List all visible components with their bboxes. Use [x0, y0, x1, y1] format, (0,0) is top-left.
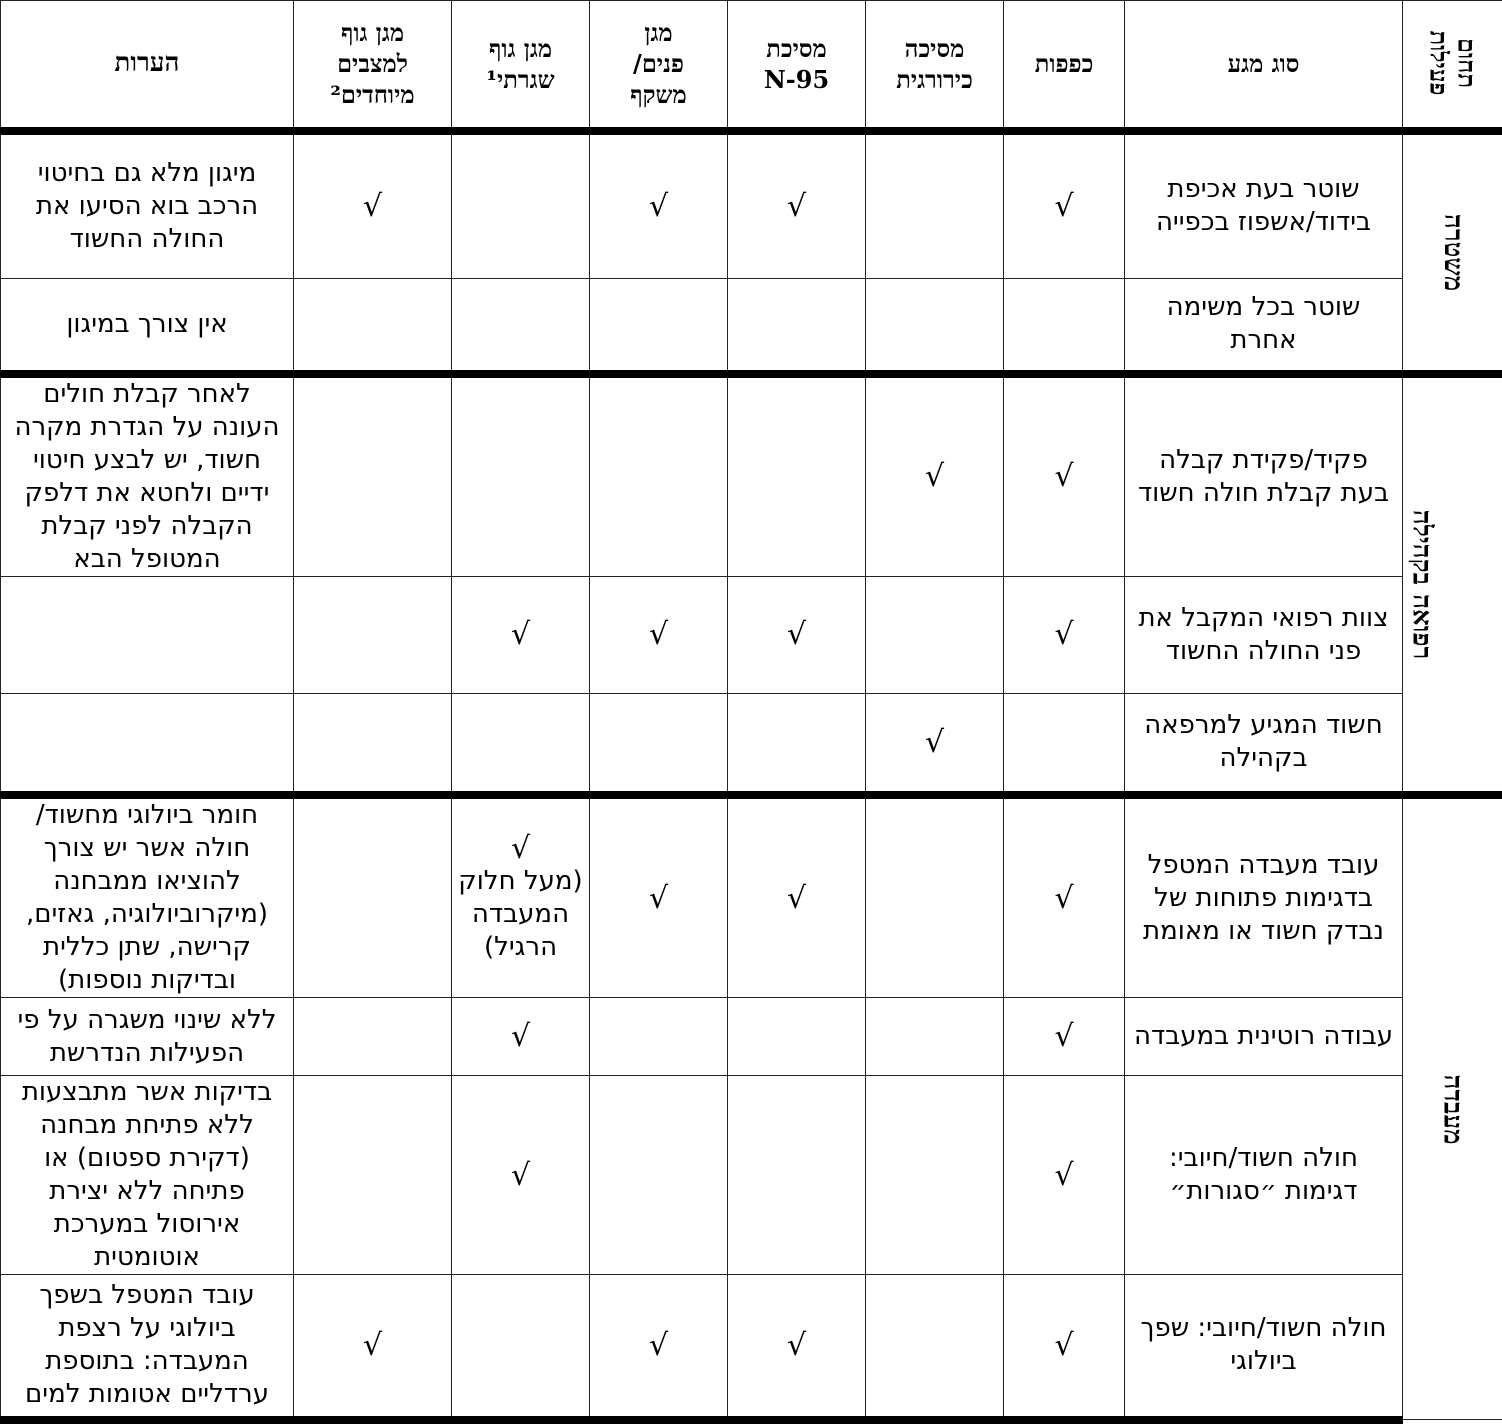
table-row: [1, 1076, 1502, 1275]
header-type: סוג מגע: [1125, 1, 1403, 131]
header-area: תחום פעילות: [1403, 1, 1502, 131]
regular-gown-cell: [452, 795, 590, 998]
special-gown-cell: √: [294, 131, 452, 279]
header-gloves: כפפות: [1004, 1, 1125, 131]
table-row: [1, 576, 1502, 693]
face-shield-cell: [590, 279, 728, 374]
face-shield-cell: [590, 374, 728, 577]
regular-gown-cell: [452, 131, 590, 279]
regular-gown-cell: [452, 279, 590, 374]
table-row: [1, 131, 1502, 279]
header-special-gown: מגן גוף למצבים מיוחדים²: [294, 1, 452, 131]
notes-cell: בדיקות אשר מתבצעות ללא פתיחת מבחנה (דקירת ספטום) או פתיחה ללא יצירת אירוסול במערכת אוטומטית: [1, 1076, 294, 1275]
regular-gown-cell: √: [452, 998, 590, 1076]
header-face-shield: מגן פנים/ משקף: [590, 1, 728, 131]
gloves-cell: [1004, 693, 1125, 795]
section-area-cell: [1403, 374, 1502, 796]
section-area-cell: [1403, 795, 1502, 1420]
gloves-cell: √: [1004, 998, 1125, 1076]
regular-gown-cell: [452, 374, 590, 577]
surgical-mask-cell: √: [866, 693, 1004, 795]
contact-type-cell: צוות רפואי המקבל את פני החולה החשוד: [1125, 576, 1403, 693]
face-shield-cell: √: [590, 795, 728, 998]
special-gown-cell: [294, 576, 452, 693]
contact-type-cell: עבודה רוטינית במעבדה: [1125, 998, 1403, 1076]
n95-mask-cell: [728, 998, 866, 1076]
header-notes: הערות: [1, 1, 294, 131]
contact-type-cell: שוטר בכל משימה אחרת: [1125, 279, 1403, 374]
surgical-mask-cell: √: [866, 374, 1004, 577]
regular-gown-cell: √: [452, 1076, 590, 1275]
face-shield-cell: [590, 1076, 728, 1275]
special-gown-cell: [294, 1076, 452, 1275]
regular-gown-cell: [452, 693, 590, 795]
n95-mask-cell: [728, 374, 866, 577]
gloves-cell: √: [1004, 576, 1125, 693]
surgical-mask-cell: [866, 1076, 1004, 1275]
check-with-note: [458, 832, 583, 964]
surgical-mask-cell: [866, 576, 1004, 693]
gloves-cell: √: [1004, 374, 1125, 577]
table-row: [1, 279, 1502, 374]
notes-cell: מיגון מלא גם בחיטוי הרכב בוא הסיעו את החולה החשוד: [1, 131, 294, 279]
n95-mask-cell: [728, 693, 866, 795]
section-area-label: מעבדה: [1437, 1074, 1468, 1144]
header-surgical-mask: מסיכה כירורגית: [866, 1, 1004, 131]
contact-type-cell: שוטר בעת אכיפת בידוד/אשפוז בכפייה: [1125, 131, 1403, 279]
face-shield-cell: [590, 693, 728, 795]
surgical-mask-cell: [866, 279, 1004, 374]
regular-gown-cell: √: [452, 576, 590, 693]
table-row: [1, 998, 1502, 1076]
special-gown-cell: [294, 998, 452, 1076]
contact-type-cell: חולה חשוד/חיובי: שפך ביולוגי: [1125, 1275, 1403, 1420]
check-note: (מעל חלוק המעבדה הרגיל): [458, 865, 583, 964]
surgical-mask-cell: [866, 795, 1004, 998]
section-area-cell: [1403, 131, 1502, 374]
n95-mask-cell: √: [728, 576, 866, 693]
table-row: [1, 693, 1502, 795]
notes-cell: עובד המטפל בשפך ביולוגי על רצפת המעבדה: בתוספת ערדליים אטומות למים: [1, 1275, 294, 1420]
gloves-cell: √: [1004, 1275, 1125, 1420]
check-mark: √: [458, 832, 583, 865]
surgical-mask-cell: [866, 1275, 1004, 1420]
surgical-mask-cell: [866, 131, 1004, 279]
header-n95-mask: מסיכת N-95: [728, 1, 866, 131]
notes-cell: חומר ביולוגי מחשוד/ חולה אשר יש צורך להוציאו ממבחנה (מיקרוביולוגיה, גאזים, קרישה, שתן כללית ובדיקות נוספות): [1, 795, 294, 998]
contact-type-cell: חולה חשוד/חיובי: דגימות ״סגורות״: [1125, 1076, 1403, 1275]
gloves-cell: √: [1004, 1076, 1125, 1275]
table-body: [1, 131, 1502, 1420]
contact-type-cell: עובד מעבדה המטפל בדגימות פתוחות של נבדק חשוד או מאומת: [1125, 795, 1403, 998]
notes-cell: אין צורך במיגון: [1, 279, 294, 374]
n95-mask-cell: [728, 1076, 866, 1275]
surgical-mask-cell: [866, 998, 1004, 1076]
face-shield-cell: [590, 998, 728, 1076]
table-header-row: [1, 1, 1502, 131]
special-gown-cell: [294, 279, 452, 374]
notes-cell: [1, 576, 294, 693]
face-shield-cell: √: [590, 131, 728, 279]
notes-cell: ללא שינוי משגרה על פי הפעילות הנדרשת: [1, 998, 294, 1076]
special-gown-cell: √: [294, 1275, 452, 1420]
regular-gown-cell: [452, 1275, 590, 1420]
contact-type-cell: פקיד/פקידת קבלה בעת קבלת חולה חשוד: [1125, 374, 1403, 577]
notes-cell: [1, 693, 294, 795]
table-row: [1, 1275, 1502, 1420]
gloves-cell: [1004, 279, 1125, 374]
table-row: [1, 795, 1502, 998]
special-gown-cell: [294, 693, 452, 795]
gloves-cell: √: [1004, 795, 1125, 998]
n95-mask-cell: [728, 279, 866, 374]
special-gown-cell: [294, 374, 452, 577]
n95-mask-cell: √: [728, 1275, 866, 1420]
face-shield-cell: √: [590, 1275, 728, 1420]
contact-type-cell: חשוד המגיע למרפאה בקהילה: [1125, 693, 1403, 795]
special-gown-cell: [294, 795, 452, 998]
gloves-cell: √: [1004, 131, 1125, 279]
notes-cell: לאחר קבלת חולים העונה על הגדרת מקרה חשוד, יש לבצע חיטוי ידיים ולחטא את דלפק הקבלה לפני קבלת המטופל הבא: [1, 374, 294, 577]
table-row: [1, 374, 1502, 577]
n95-mask-cell: √: [728, 795, 866, 998]
section-area-label: משטרה: [1437, 214, 1468, 291]
header-regular-gown: מגן גוף שגרתי¹: [452, 1, 590, 131]
section-area-label: רפואה בקהילה: [1406, 510, 1437, 660]
face-shield-cell: √: [590, 576, 728, 693]
n95-mask-cell: √: [728, 131, 866, 279]
